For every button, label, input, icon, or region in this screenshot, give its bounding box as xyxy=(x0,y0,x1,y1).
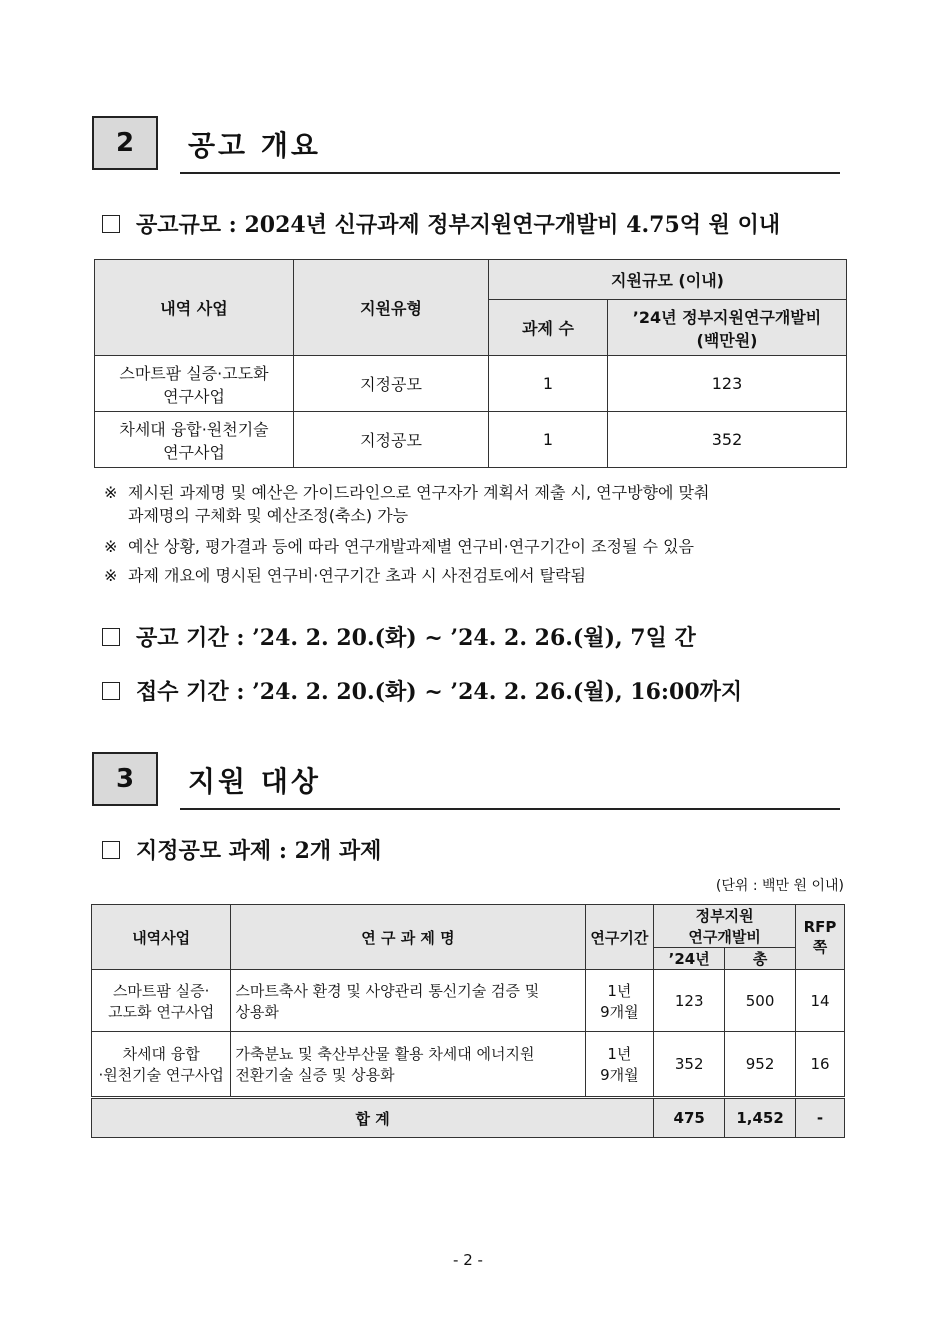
section-title: 공고 개요 xyxy=(188,129,321,162)
section-number: 2 xyxy=(92,116,158,170)
cell-task-title: 가축분뇨 및 축산부산물 활용 차세대 에너지원 전환기술 실증 및 상용화 xyxy=(231,1032,585,1098)
section-number: 3 xyxy=(92,752,158,806)
cell-business: 스마트팜 실증· 고도화 연구사업 xyxy=(92,970,231,1032)
cell-business: 스마트팜 실증·고도화 연구사업 xyxy=(95,356,294,412)
announcement-scale-text: 공고규모 : 2024년 신규과제 정부지원연구개발비 4.75억 원 이내 xyxy=(136,212,781,238)
designated-task-bullet xyxy=(102,834,381,865)
checkbox-square-icon xyxy=(102,841,120,859)
header-task-count: 과제 수 xyxy=(489,300,608,356)
header-budget-line1: ’24년 정부지원연구개발비 xyxy=(632,307,822,327)
cell-count: 1 xyxy=(489,412,608,468)
receipt-period-bullet xyxy=(102,675,742,706)
note-1: ※ 제시된 과제명 및 예산은 가이드라인으로 연구자가 계획서 제출 시, 연구방향에 맞춰 과제명의 구체화 및 예산조정(축소) 가능 xyxy=(104,483,710,525)
section-title: 지원 대상 xyxy=(188,765,321,798)
support-scale-table xyxy=(94,259,847,468)
sum-rfp: - xyxy=(796,1098,845,1138)
cell-total: 500 xyxy=(725,970,796,1032)
cell-budget: 123 xyxy=(608,356,847,412)
announcement-period-text: 공고 기간 : ’24. 2. 20.(화) ~ ’24. 2. 26.(월), 7일 간 xyxy=(136,625,696,651)
header-budget-line2: (백만원) xyxy=(696,330,758,350)
table-row xyxy=(95,412,847,468)
table-row xyxy=(95,356,847,412)
target-task-table xyxy=(91,904,845,1138)
checkbox-square-icon xyxy=(102,215,120,233)
header-rfp: RFP 쪽 xyxy=(796,905,845,970)
announcement-scale-bullet xyxy=(102,208,780,239)
unit-label: (단위 : 백만 원 이내) xyxy=(715,878,844,894)
header-period: 연구기간 xyxy=(585,905,654,970)
section-underline xyxy=(180,808,840,810)
cell-y24: 123 xyxy=(654,970,725,1032)
page-number: - 2 - xyxy=(453,1251,483,1269)
header-support-scale: 지원규모 (이내) xyxy=(489,260,847,300)
section-underline xyxy=(180,172,840,174)
cell-period: 1년 9개월 xyxy=(585,970,654,1032)
header-business: 내역사업 xyxy=(92,905,231,970)
table-row xyxy=(92,1032,845,1098)
header-business: 내역 사업 xyxy=(95,260,294,356)
checkbox-square-icon xyxy=(102,628,120,646)
cell-type: 지정공모 xyxy=(294,356,489,412)
header-task-title: 연 구 과 제 명 xyxy=(231,905,585,970)
cell-count: 1 xyxy=(489,356,608,412)
cell-business: 차세대 융합 ·원천기술 연구사업 xyxy=(92,1032,231,1098)
cell-business: 차세대 융합·원천기술 연구사업 xyxy=(95,412,294,468)
cell-task-title: 스마트축사 환경 및 사양관리 통신기술 검증 및 상용화 xyxy=(231,970,585,1032)
header-support-type: 지원유형 xyxy=(294,260,489,356)
sum-total: 1,452 xyxy=(725,1098,796,1138)
cell-total: 952 xyxy=(725,1032,796,1098)
section-2-header xyxy=(92,116,840,174)
cell-period: 1년 9개월 xyxy=(585,1032,654,1098)
sum-label: 합 계 xyxy=(92,1098,654,1138)
note-3: ※ 과제 개요에 명시된 연구비·연구기간 초과 시 사전검토에서 탈락됨 xyxy=(104,566,587,585)
designated-task-text: 지정공모 과제 : 2개 과제 xyxy=(136,838,382,864)
section-3-header xyxy=(92,752,840,810)
cell-budget: 352 xyxy=(608,412,847,468)
checkbox-square-icon xyxy=(102,682,120,700)
cell-rfp: 16 xyxy=(796,1032,845,1098)
receipt-period-text: 접수 기간 : ’24. 2. 20.(화) ~ ’24. 2. 26.(월), 16:00까지 xyxy=(136,679,743,705)
cell-y24: 352 xyxy=(654,1032,725,1098)
cell-type: 지정공모 xyxy=(294,412,489,468)
sum-row xyxy=(92,1098,845,1138)
header-y24: ’24년 xyxy=(654,948,725,970)
table-row xyxy=(92,970,845,1032)
header-gov-funding: 정부지원 연구개발비 xyxy=(654,905,796,948)
note-2: ※ 예산 상황, 평가결과 등에 따라 연구개발과제별 연구비·연구기간이 조정될 수 있음 xyxy=(104,537,694,556)
cell-rfp: 14 xyxy=(796,970,845,1032)
header-total: 총 xyxy=(725,948,796,970)
sum-y24: 475 xyxy=(654,1098,725,1138)
header-budget xyxy=(608,300,847,356)
announcement-period-bullet xyxy=(102,621,696,652)
